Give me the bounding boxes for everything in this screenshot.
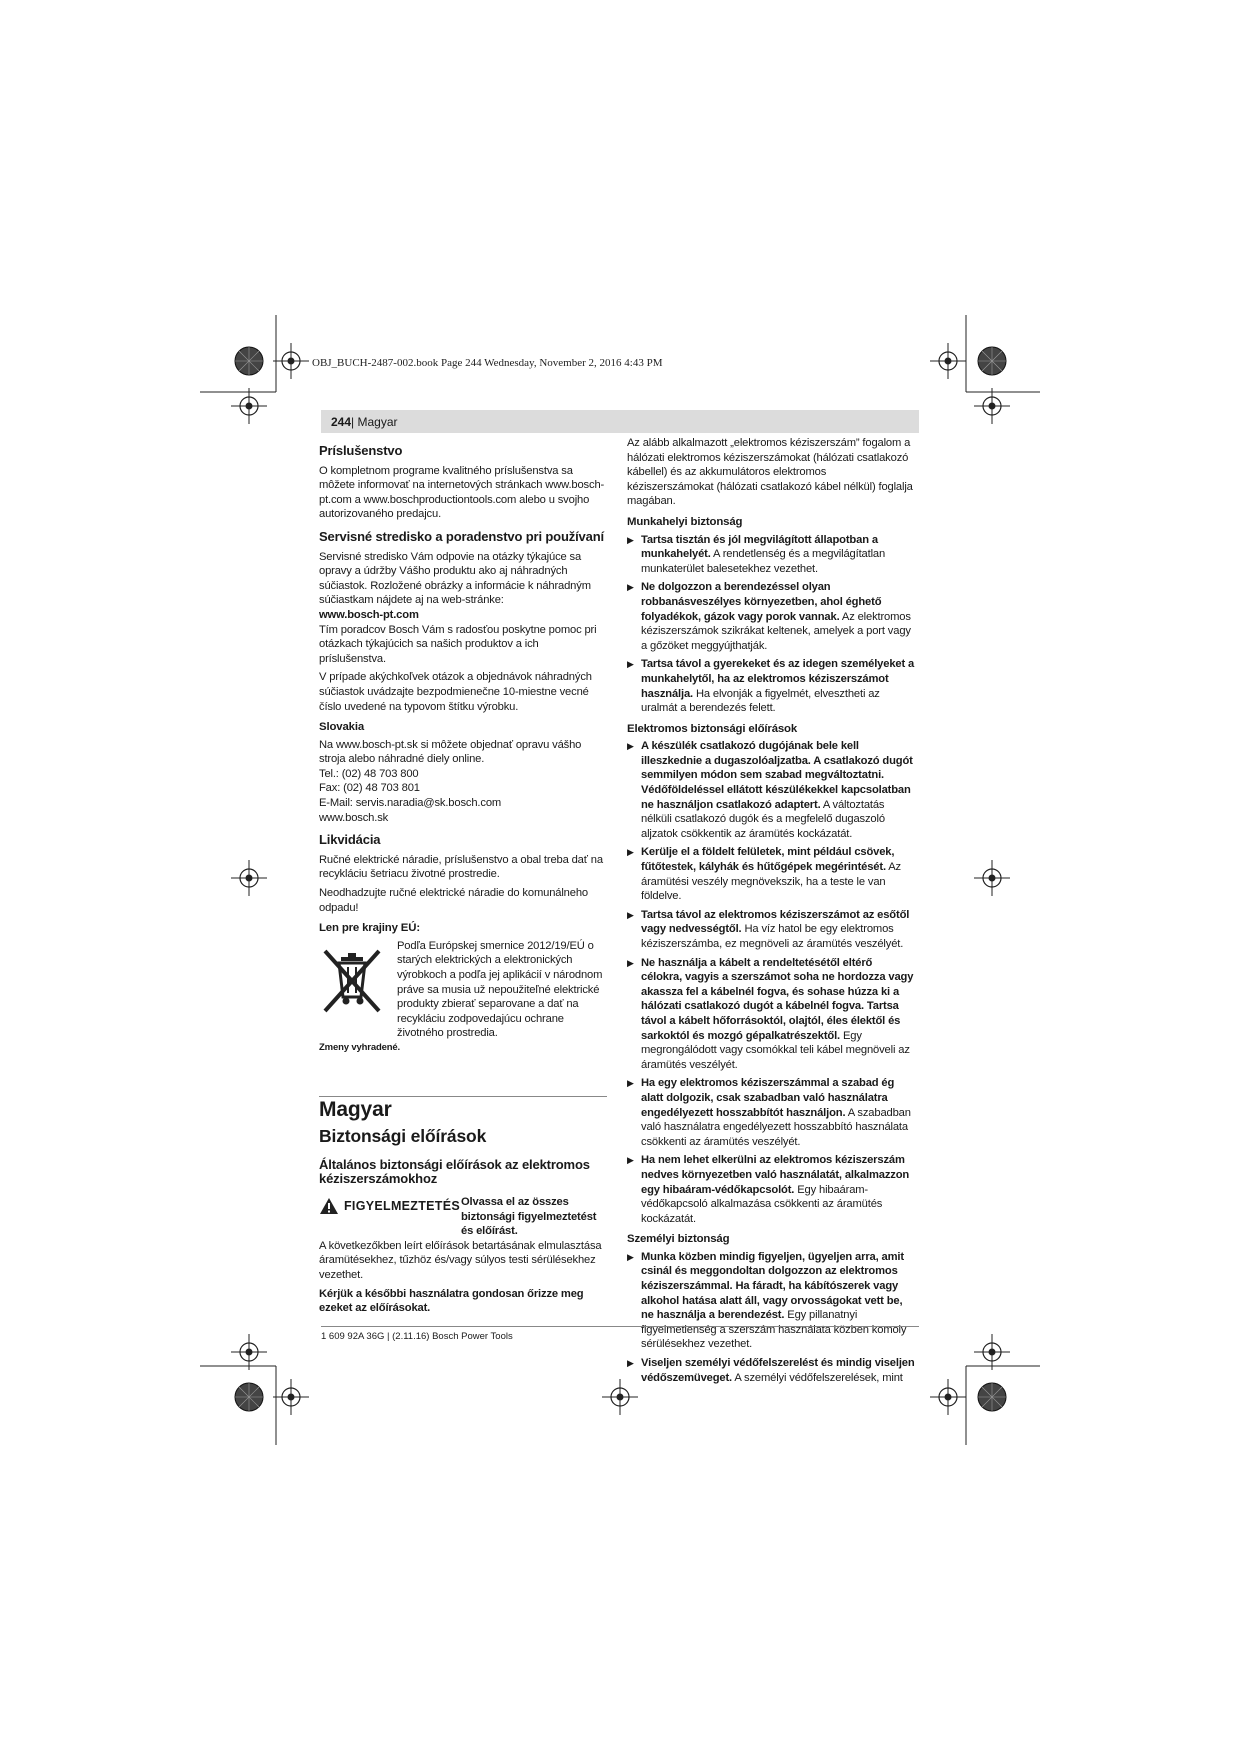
bullet-bold: Ne használja a kábelt a rendeltetésétől eltérő célokra, vagyis a szerszámot soha ne hordozza vagy akassza fel a kábelnél fogva, és sohase húzza ki a hálózati csatlakozó dugót a kábelnél fogva. Tartsa távol a kábelt hőforrásoktól, olajtól, éles élektől és sarkoktól és mozgó gépalkatrészektől. xyxy=(641,956,914,1042)
heading-electrical: Elektromos biztonsági előírások xyxy=(627,722,798,735)
heading-general-safety: Általános biztonsági előírások az elektromos kéziszerszámokhoz xyxy=(319,1156,590,1187)
phone: Tel.: (02) 48 703 800 xyxy=(319,767,419,780)
bullet-bold: Tartsa tisztán és jól megvilágított állapotban a munkahelyét. xyxy=(641,533,878,561)
workplace-list xyxy=(627,533,915,716)
warning-text: A következőkben leírt előírások betartásának elmulasztása áramütésekhez, tűzhöz és/vagy súlyos testi sérülésekhez vezethet. xyxy=(319,1239,602,1281)
changes-note: Zmeny vyhradené. xyxy=(319,1041,401,1053)
bullet-bold: Kerülje el a földelt felületek, mint például csövek, fűtőtestek, kályhák és hűtőgépek megérintését. xyxy=(641,846,895,874)
electrical-list xyxy=(627,739,915,1226)
paragraph: Servisné stredisko Vám odpovie na otázky týkajúce sa opravy a údržby Vášho produktu ako aj náhradných súčiastok. Rozložené obrázky a informácie k náhradným súčiastkam nájdete aj na web-stránke: xyxy=(319,550,591,607)
paragraph: Tím poradcov Bosch Vám s radosťou poskytne pomoc pri otázkach týkajúcich sa našich produktov a ich príslušenstva. xyxy=(319,623,597,665)
url-link[interactable]: www.bosch-pt.com xyxy=(319,608,419,621)
paragraph: O kompletnom programe kvalitného príslušenstva sa môžete informovať na internetových stránkach www.bosch-pt.com a www.boschproductiontools.com alebo u svojho autorizovaného predajcu. xyxy=(319,464,605,521)
paragraph: Az alább alkalmazott „elektromos kéziszerszám” fogalom a hálózati elektromos kéziszerszámokat (hálózati csatlakozó kábellel) és az akkumulátoros elektromos kéziszerszámokat (hálózati csatlakozó kábel nélkül) foglalja magában. xyxy=(627,437,913,508)
left-column xyxy=(319,436,607,1320)
heading-eu: Len pre krajiny EÚ: xyxy=(319,922,420,935)
page-number: 244 xyxy=(331,414,352,429)
paragraph: Ručné elektrické náradie, príslušenstvo a obal treba dať na recykláciu šetriacu životné prostredie. xyxy=(319,853,603,881)
paragraph: Podľa Európskej smernice 2012/19/EÚ o starých elektrických a elektronických výrobkoch a podľa jej aplikácií v národnom práve sa musia už nepoužiteľné elektrické produkty zbierať separovane a dať na recykláciu zodpovedajúcu ochrane životného prostredia. xyxy=(397,939,603,1040)
bullet-text: Az áramütési veszély megnövekszik, ha a teste le van földelve. xyxy=(641,861,902,903)
heading-servis: Servisné stredisko a poradenstvo pri používaní xyxy=(319,528,604,544)
bullet-item xyxy=(627,1076,915,1149)
heading-biztonsagi: Biztonsági előírások xyxy=(319,1126,487,1147)
page-footer: 1 609 92A 36G | (2.11.16) Bosch Power Tools xyxy=(321,1326,919,1342)
bullet-item xyxy=(627,739,915,841)
bullet-text: Ha elvonják a figyelmét, elvesztheti az uralmát a berendezés felett. xyxy=(641,687,880,715)
bullet-text: Ha víz hatol be egy elektromos kéziszerszámba, ez megnöveli az áramütés veszélyét. xyxy=(641,923,904,950)
bullet-item xyxy=(627,845,915,903)
crossed-bin-icon xyxy=(319,939,397,1041)
bullet-item xyxy=(627,956,915,1073)
print-slug: OBJ_BUCH-2487-002.book Page 244 Wednesday, November 2, 2016 4:43 PM xyxy=(312,357,663,369)
website[interactable]: www.bosch.sk xyxy=(319,811,389,824)
bullet-bold: Ha egy elektromos kéziszerszámmal a szabad ég alatt dolgozik, csak szabadban való használatra engedélyezett hosszabbítót használjon. xyxy=(641,1077,895,1119)
bullet-bold: Tartsa távol az elektromos kéziszerszámot az esőtől vagy nedvességtől. xyxy=(641,908,910,936)
bullet-item xyxy=(627,908,915,952)
bullet-item xyxy=(627,533,915,577)
bullet-item xyxy=(627,580,915,653)
heading-slovakia: Slovakia xyxy=(319,721,365,734)
warning-bold: Olvassa el az összes biztonsági figyelmeztetést és előírást. xyxy=(461,1195,597,1238)
paragraph: V prípade akýchkoľvek otázok a objednávok náhradných súčiastok uvádzajte bezpodmienečne 10-miestne vecné číslo uvedené na typovom štítku výrobku. xyxy=(319,671,592,713)
bullet-bold: Tartsa távol a gyerekeket és az idegen személyeket a munkahelytől, ha az elektromos kéziszerszámot használja. xyxy=(641,658,915,700)
heading-likvidacia: Likvidácia xyxy=(319,832,381,848)
bullet-bold: Ne dolgozzon a berendezéssel olyan robbanásveszélyes környezetben, ahol éghető folyadékok, gázok vagy porok vannak. xyxy=(641,581,882,623)
bullet-bold: Munka közben mindig figyeljen, ügyeljen arra, amit csinál és meggondoltan dolgozzon az elektromos kéziszerszámmal. Ha fáradt, ha kábítószerek vagy alkohol hatása alatt áll, vagy orvosságokat vett be, ne használja a berendezést. xyxy=(641,1250,904,1322)
bullet-text: Egy megrongálódott vagy csomókkal teli kábel megnöveli az áramütés veszélyét. xyxy=(641,1029,910,1071)
header-section: | Magyar xyxy=(351,414,398,429)
fax: Fax: (02) 48 703 801 xyxy=(319,782,420,795)
heading-workplace: Munkahelyi biztonság xyxy=(627,515,743,528)
right-column xyxy=(627,436,915,1389)
keep-instructions: Kérjük a későbbi használatra gondosan őrizze meg ezeket az előírásokat. xyxy=(319,1287,584,1315)
warning-label: FIGYELMEZTETÉS xyxy=(344,1198,461,1213)
bullet-text: Egy pillanatnyi figyelmetlenség a szerszám használata közben komoly sérülésekhez vezethet. xyxy=(641,1309,907,1351)
warning-block xyxy=(319,1195,607,1239)
paragraph: Na www.bosch-pt.sk si môžete objednať opravu vášho stroja alebo náhradné diely online. xyxy=(319,738,582,766)
bullet-text: A szabadban való használatra engedélyezett hosszabbító használata csökkenti az áramütés veszélyét. xyxy=(641,1106,911,1148)
bullet-text: Egy hibaáram-védőkapcsoló alkalmazása csökkenti az áramütés kockázatát. xyxy=(641,1183,883,1225)
personal-list xyxy=(627,1250,915,1385)
heading-prislusenstvo: Príslušenstvo xyxy=(319,443,403,458)
weee-block xyxy=(319,939,607,1041)
bullet-bold: A készülék csatlakozó dugójának bele kell illeszkednie a dugaszolóaljzatba. A csatlakozó dugót semmilyen módon sem szabad megváltoztatni. Védőföldeléssel ellátott készülékekkel kapcsolatban ne használjon csatlakozó adaptert. xyxy=(641,740,913,811)
bullet-text: A személyi védőfelszerelések, mint xyxy=(732,1371,903,1384)
bullet-bold: Ha nem lehet elkerülni az elektromos kéziszerszám nedves környezetben való használatát, alkalmazzon egy hibaáram-védőkapcsolót. xyxy=(641,1154,910,1196)
bullet-item xyxy=(627,657,915,715)
email[interactable]: E-Mail: servis.naradia@sk.bosch.com xyxy=(319,797,502,810)
page-header xyxy=(321,410,919,433)
bullet-item xyxy=(627,1153,915,1226)
warning-triangle-icon xyxy=(319,1197,339,1215)
bullet-text: A rendetlenség és a megvilágítatlan munkaterület balesetekhez vezethet. xyxy=(641,548,886,575)
bullet-text: A változtatás nélküli csatlakozó dugók és a megfelelő dugaszoló aljzatok csökkentik az áramütés kockázatát. xyxy=(641,798,885,840)
paragraph: Neodhadzujte ručné elektrické náradie do komunálneho odpadu! xyxy=(319,887,588,914)
heading-personal: Személyi biztonság xyxy=(627,1233,730,1246)
bullet-item xyxy=(627,1356,915,1385)
heading-magyar: Magyar xyxy=(319,1097,392,1121)
section-divider xyxy=(319,1096,607,1097)
bullet-bold: Viseljen személyi védőfelszerelést és mindig viseljen védőszemüveget. xyxy=(641,1357,915,1384)
bullet-text: Az elektromos kéziszerszámok szikrákat keltenek, amelyek a port vagy a gőzöket meggyújthatják. xyxy=(641,610,911,652)
